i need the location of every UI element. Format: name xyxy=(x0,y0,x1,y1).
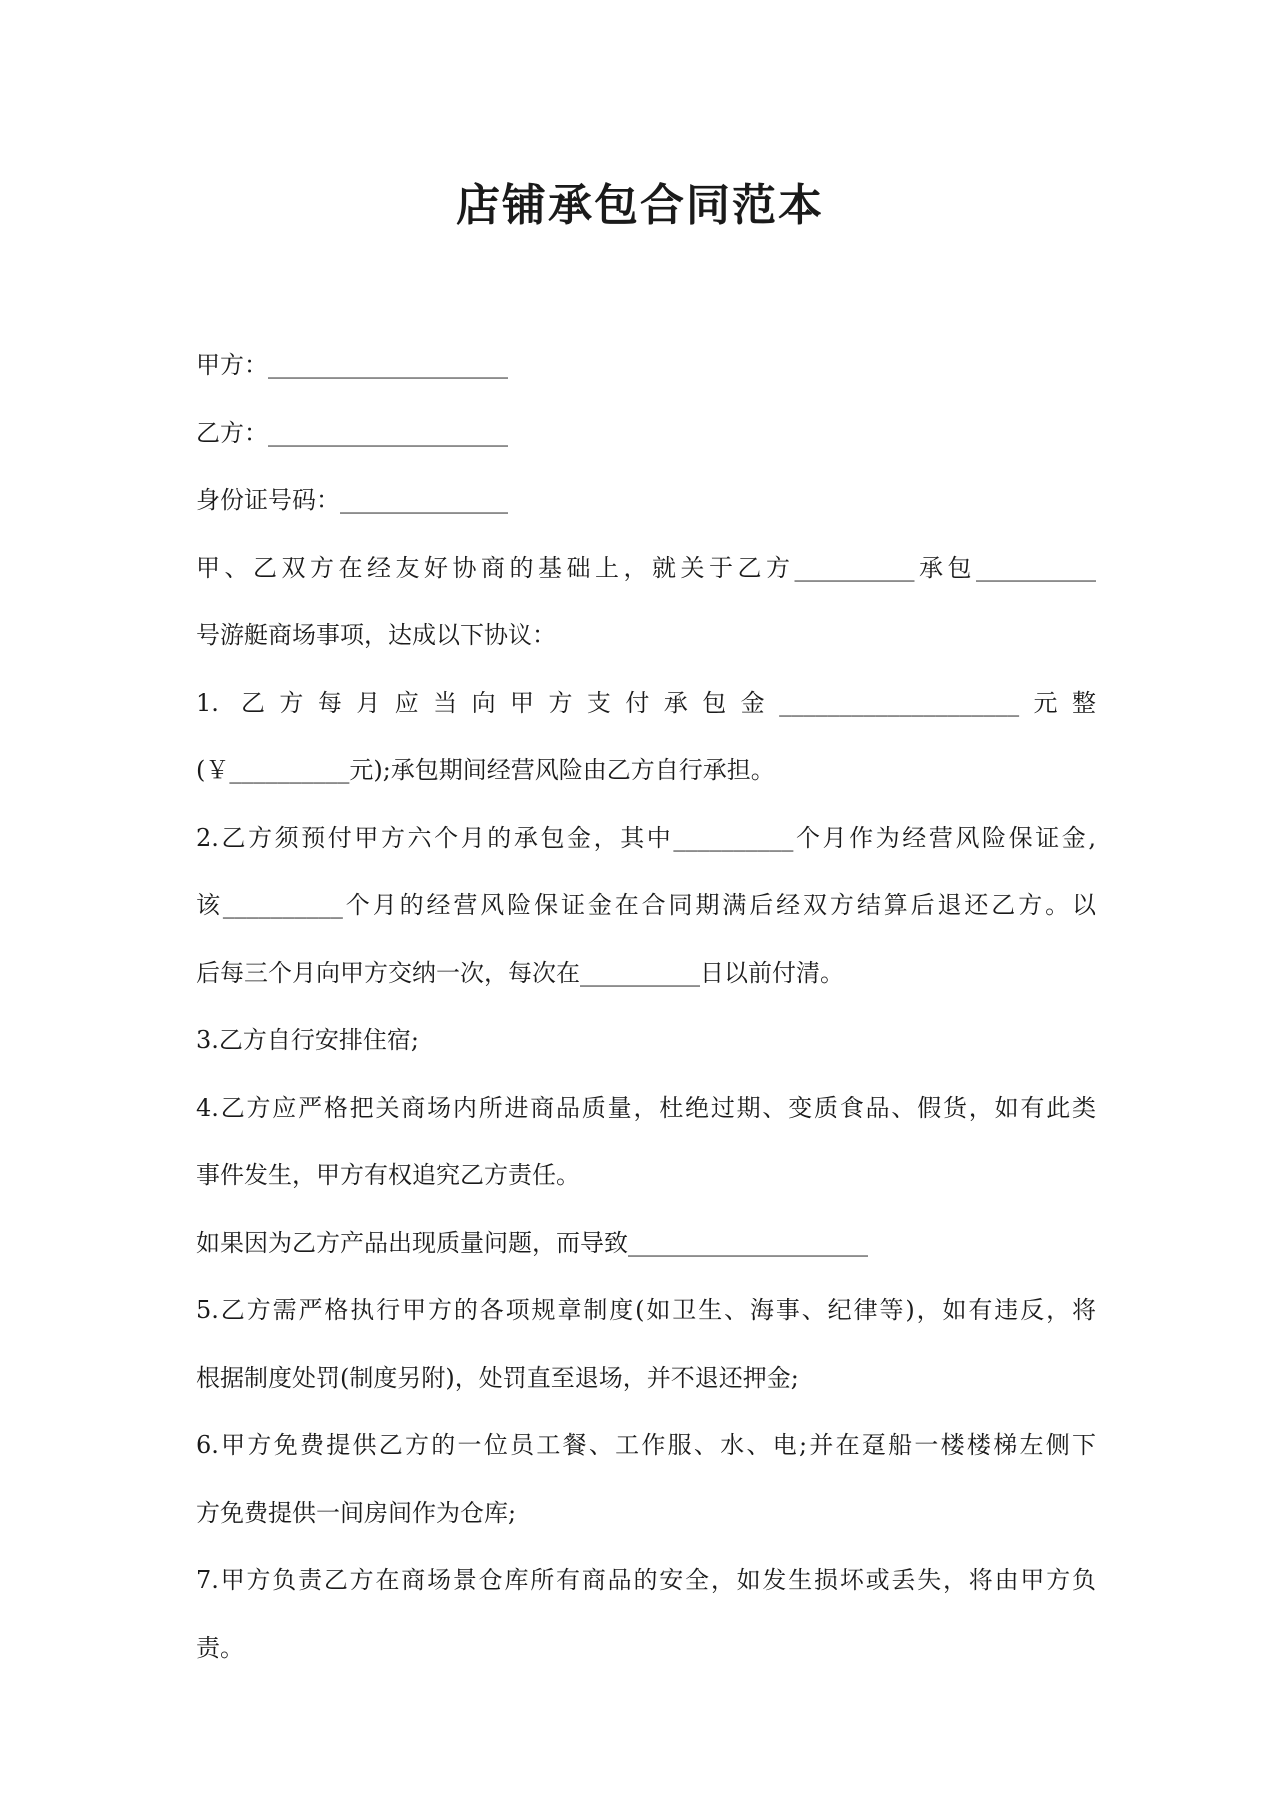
party-b-line: 乙方：____________________ xyxy=(196,418,508,447)
document-title: 店铺承包合同范本 xyxy=(456,180,824,231)
clause-3-line-1: 3.乙方自行安排住宿; xyxy=(196,1026,419,1054)
clause-2-line-2: 该__________个月的经营风险保证金在合同期满后经双方结算后退还乙方。以 xyxy=(196,891,1096,919)
clause-2-line-3: 后每三个月向甲方交纳一次，每次在__________日以前付清。 xyxy=(196,958,844,987)
clause-7-line-1: 7.甲方负责乙方在商场景仓库所有商品的安全，如发生损坏或丢失，将由甲方负 xyxy=(196,1566,1096,1594)
clause-6-line-1: 6.甲方免费提供乙方的一位员工餐、工作服、水、电;并在趸船一楼楼梯左侧下 xyxy=(196,1431,1096,1459)
preamble-line-2: 号游艇商场事项，达成以下协议： xyxy=(196,621,556,649)
clause-5-line-2: 根据制度处罚(制度另附)，处罚直至退场，并不退还押金; xyxy=(196,1363,799,1392)
party-a-line: 甲方：____________________ xyxy=(196,351,508,379)
clause-4-line-3: 如果因为乙方产品出现质量问题，而导致____________________ xyxy=(196,1228,868,1257)
clause-5-line-1: 5.乙方需严格执行甲方的各项规章制度(如卫生、海事、纪律等)，如有违反，将 xyxy=(196,1296,1096,1324)
clause-4-line-2: 事件发生，甲方有权追究乙方责任。 xyxy=(196,1161,580,1189)
preamble-line-1: 甲、乙双方在经友好协商的基础上，就关于乙方__________承包__________ xyxy=(196,553,1096,582)
clause-7-line-2: 责。 xyxy=(196,1633,244,1662)
clause-2-line-1: 2.乙方须预付甲方六个月的承包金，其中__________个月作为经营风险保证金, xyxy=(196,823,1096,852)
clause-4-line-1: 4.乙方应严格把关商场内所进商品质量，杜绝过期、变质食品、假货，如有此类 xyxy=(196,1093,1096,1122)
id-number-line: 身份证号码：______________ xyxy=(196,486,508,514)
clause-1-line-1: 1. 乙方每月应当向甲方支付承包金____________________元整 xyxy=(196,688,1096,717)
clause-6-line-2: 方免费提供一间房间作为仓库; xyxy=(196,1498,517,1527)
contract-body xyxy=(196,332,1096,1682)
clause-1-line-2: (￥__________元);承包期间经营风险由乙方自行承担。 xyxy=(196,756,775,784)
